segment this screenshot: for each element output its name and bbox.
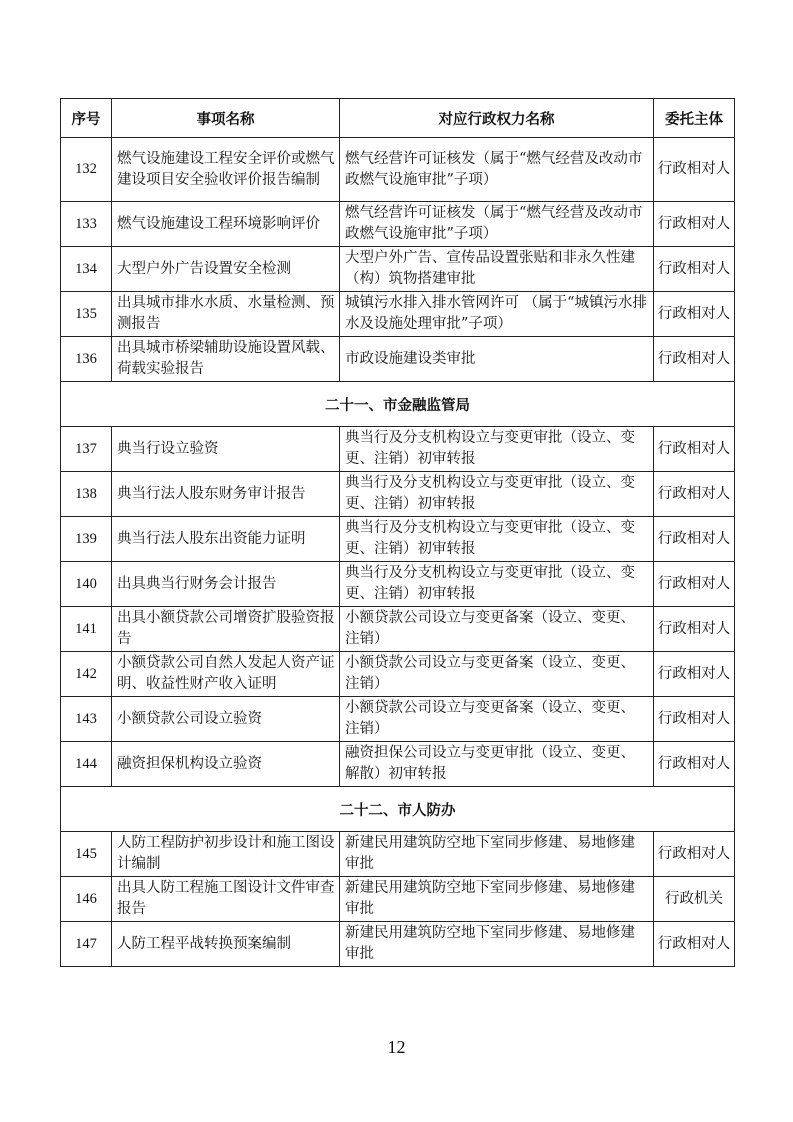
item-name: 人防工程防护初步设计和施工图设计编制 (112, 832, 340, 877)
item-name: 出具城市排水水质、水量检测、预测报告 (112, 292, 340, 337)
row-number: 136 (61, 337, 112, 382)
item-name: 人防工程平战转换预案编制 (112, 922, 340, 967)
entrusted-entity: 行政相对人 (654, 292, 735, 337)
power-name: 燃气经营许可证核发（属于“燃气经营及改动市政燃气设施审批”子项） (340, 202, 654, 247)
power-name: 典当行及分支机构设立与变更审批（设立、变更、注销）初审转报 (340, 427, 654, 472)
item-name: 大型户外广告设置安全检测 (112, 247, 340, 292)
item-name: 典当行法人股东出资能力证明 (112, 517, 340, 562)
item-name: 融资担保机构设立验资 (112, 742, 340, 787)
row-number: 133 (61, 202, 112, 247)
entrusted-entity: 行政相对人 (654, 697, 735, 742)
power-name: 新建民用建筑防空地下室同步修建、易地修建审批 (340, 922, 654, 967)
table-row (61, 877, 735, 922)
item-name: 小额贷款公司自然人发起人资产证明、收益性财产收入证明 (112, 652, 340, 697)
row-number: 147 (61, 922, 112, 967)
row-number: 139 (61, 517, 112, 562)
table-row (61, 697, 735, 742)
row-number: 140 (61, 562, 112, 607)
row-number: 146 (61, 877, 112, 922)
entrusted-entity: 行政相对人 (654, 652, 735, 697)
entrusted-entity: 行政相对人 (654, 337, 735, 382)
item-name: 典当行设立验资 (112, 427, 340, 472)
table-row (61, 652, 735, 697)
entrusted-entity: 行政相对人 (654, 922, 735, 967)
entrusted-entity: 行政相对人 (654, 607, 735, 652)
power-name: 融资担保公司设立与变更审批（设立、变更、解散）初审转报 (340, 742, 654, 787)
table-row (61, 607, 735, 652)
header-entity: 委托主体 (654, 99, 735, 138)
table-header-row (61, 99, 735, 138)
row-number: 145 (61, 832, 112, 877)
power-name: 小额贷款公司设立与变更备案（设立、变更、注销） (340, 652, 654, 697)
power-name: 小额贷款公司设立与变更备案（设立、变更、注销） (340, 697, 654, 742)
section-title-civil-defense: 二十二、市人防办 (61, 787, 735, 832)
power-name: 小额贷款公司设立与变更备案（设立、变更、注销） (340, 607, 654, 652)
table-row (61, 247, 735, 292)
table-row (61, 292, 735, 337)
table-row (61, 517, 735, 562)
entrusted-entity: 行政相对人 (654, 138, 735, 202)
table-row (61, 202, 735, 247)
power-name: 燃气经营许可证核发（属于“燃气经营及改动市政燃气设施审批”子项） (340, 138, 654, 202)
entrusted-entity: 行政相对人 (654, 472, 735, 517)
row-number: 135 (61, 292, 112, 337)
table-row (61, 337, 735, 382)
entrusted-entity: 行政机关 (654, 877, 735, 922)
item-name: 出具典当行财务会计报告 (112, 562, 340, 607)
table-row (61, 832, 735, 877)
item-name: 典当行法人股东财务审计报告 (112, 472, 340, 517)
table-row (61, 742, 735, 787)
power-name: 市政设施建设类审批 (340, 337, 654, 382)
header-item: 事项名称 (112, 99, 340, 138)
power-name: 典当行及分支机构设立与变更审批（设立、变更、注销）初审转报 (340, 562, 654, 607)
item-name: 出具人防工程施工图设计文件审查报告 (112, 877, 340, 922)
row-number: 132 (61, 138, 112, 202)
power-name: 新建民用建筑防空地下室同步修建、易地修建审批 (340, 832, 654, 877)
row-number: 137 (61, 427, 112, 472)
table-row (61, 472, 735, 517)
table-row (61, 427, 735, 472)
header-no: 序号 (61, 99, 112, 138)
item-name: 小额贷款公司设立验资 (112, 697, 340, 742)
item-name: 出具小额贷款公司增资扩股验资报告 (112, 607, 340, 652)
power-name: 典当行及分支机构设立与变更审批（设立、变更、注销）初审转报 (340, 472, 654, 517)
power-name: 城镇污水排入排水管网许可 （属于“城镇污水排水及设施处理审批”子项） (340, 292, 654, 337)
row-number: 141 (61, 607, 112, 652)
power-name: 新建民用建筑防空地下室同步修建、易地修建审批 (340, 877, 654, 922)
table-row (61, 562, 735, 607)
header-power: 对应行政权力名称 (340, 99, 654, 138)
item-name: 燃气设施建设工程安全评价或燃气建设项目安全验收评价报告编制 (112, 138, 340, 202)
entrusted-entity: 行政相对人 (654, 562, 735, 607)
section-title-finance: 二十一、市金融监管局 (61, 382, 735, 427)
section-row (61, 382, 735, 427)
entrusted-entity: 行政相对人 (654, 742, 735, 787)
row-number: 143 (61, 697, 112, 742)
row-number: 134 (61, 247, 112, 292)
table-row (61, 138, 735, 202)
entrusted-entity: 行政相对人 (654, 247, 735, 292)
power-name: 典当行及分支机构设立与变更审批（设立、变更、注销）初审转报 (340, 517, 654, 562)
row-number: 142 (61, 652, 112, 697)
item-name: 燃气设施建设工程环境影响评价 (112, 202, 340, 247)
entrusted-entity: 行政相对人 (654, 832, 735, 877)
table-row (61, 922, 735, 967)
section-row (61, 787, 735, 832)
page-number: 12 (387, 1037, 406, 1057)
row-number: 144 (61, 742, 112, 787)
entrusted-entity: 行政相对人 (654, 202, 735, 247)
entrusted-entity: 行政相对人 (654, 427, 735, 472)
items-table (60, 98, 735, 967)
row-number: 138 (61, 472, 112, 517)
power-name: 大型户外广告、宣传品设置张贴和非永久性建（构）筑物搭建审批 (340, 247, 654, 292)
item-name: 出具城市桥梁辅助设施设置风载、荷载实验报告 (112, 337, 340, 382)
entrusted-entity: 行政相对人 (654, 517, 735, 562)
